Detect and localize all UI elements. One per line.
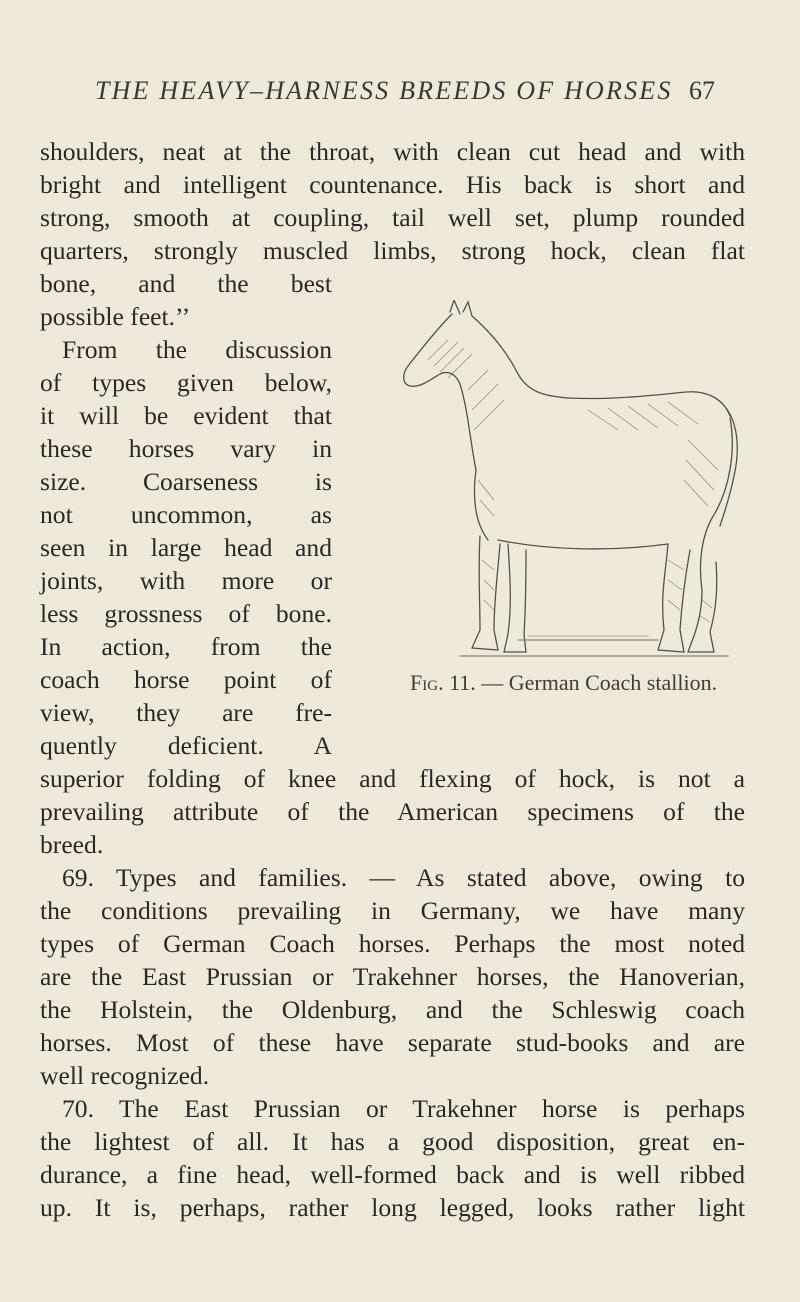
text-line: coach horse point of bbox=[40, 665, 332, 694]
horse-illustration bbox=[368, 300, 744, 670]
text-line: breed. bbox=[40, 830, 104, 859]
text-line: it will be evident that bbox=[40, 401, 332, 430]
running-header bbox=[95, 76, 715, 106]
running-title: THE HEAVY–HARNESS BREEDS OF HORSES bbox=[95, 76, 673, 105]
text-line: the lightest of all. It has a good disposition, great en- bbox=[40, 1127, 745, 1156]
text-line: bright and intelligent countenance. His back is short and bbox=[40, 170, 745, 199]
text-line: strong, smooth at coupling, tail well set, plump rounded bbox=[40, 203, 745, 232]
text-line: From the discussion bbox=[62, 335, 332, 364]
text-line: not uncommon, as bbox=[40, 500, 332, 529]
text-line: up. It is, perhaps, rather long legged, looks rather light bbox=[40, 1193, 745, 1222]
text-line: 70. The East Prussian or Trakehner horse is perhaps bbox=[62, 1094, 745, 1123]
text-line: of types given below, bbox=[40, 368, 332, 397]
text-line: possible feet.’’ bbox=[40, 302, 191, 331]
text-line: shoulders, neat at the throat, with clean cut head and with bbox=[40, 137, 745, 166]
text-line: horses. Most of these have separate stud-books and are bbox=[40, 1028, 745, 1057]
text-line: quarters, strongly muscled limbs, strong hock, clean flat bbox=[40, 236, 745, 265]
text-line: seen in large head and bbox=[40, 533, 332, 562]
text-line: In action, from the bbox=[40, 632, 332, 661]
text-line: well recognized. bbox=[40, 1061, 210, 1090]
text-line: the conditions prevailing in Germany, we have many bbox=[40, 896, 745, 925]
figure-caption-text: — German Coach stallion. bbox=[481, 670, 718, 695]
figure-label: Fig. 11. bbox=[410, 670, 476, 695]
text-line: quently deficient. A bbox=[40, 731, 332, 760]
text-line: view, they are fre- bbox=[40, 698, 332, 727]
text-line: superior folding of knee and flexing of hock, is not a bbox=[40, 764, 745, 793]
text-line: are the East Prussian or Trakehner horses, the Hanoverian, bbox=[40, 962, 745, 991]
text-line: joints, with more or bbox=[40, 566, 332, 595]
text-line: durance, a fine head, well-formed back and is well ribbed bbox=[40, 1160, 745, 1189]
text-line: bone, and the best bbox=[40, 269, 332, 298]
text-line: size. Coarseness is bbox=[40, 467, 332, 496]
text-line: types of German Coach horses. Perhaps the most noted bbox=[40, 929, 745, 958]
text-line: prevailing attribute of the American specimens of the bbox=[40, 797, 745, 826]
text-line: less grossness of bone. bbox=[40, 599, 332, 628]
figure-caption bbox=[410, 670, 717, 696]
page-number: 67 bbox=[689, 76, 715, 105]
text-line: these horses vary in bbox=[40, 434, 332, 463]
text-line: 69. Types and families. — As stated above, owing to bbox=[62, 863, 745, 892]
text-line: the Holstein, the Oldenburg, and the Schleswig coach bbox=[40, 995, 745, 1024]
